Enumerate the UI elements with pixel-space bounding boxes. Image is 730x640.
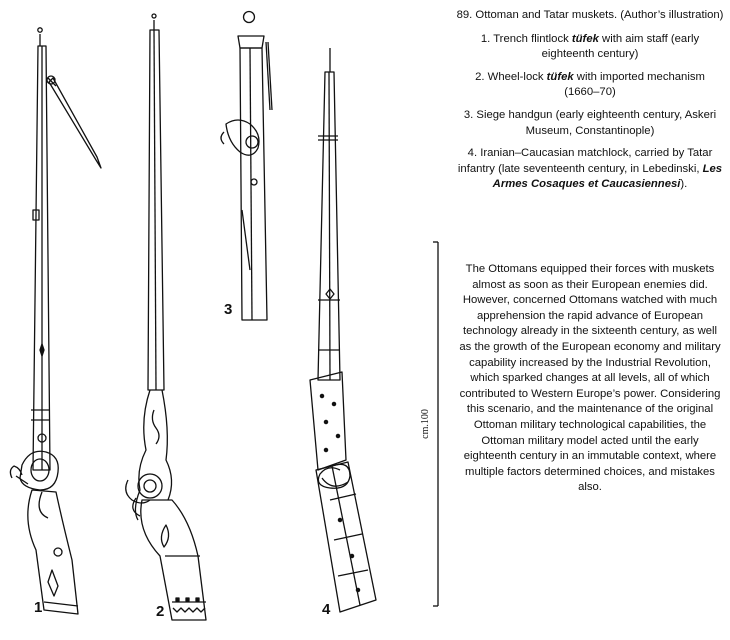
caption-item-1-pre: 1. Trench flintlock	[480, 32, 572, 45]
musket-1-drawing	[10, 28, 101, 614]
body-paragraph: The Ottomans equipped their forces with muskets almost as soon as their European enemies did. However, concerned Ottomans watched with much apprehension the rapid advance of European technology already in the sixteenth century, as well as the growth of the European economy and military capability increased by the Industrial Revolution, which sparked changes at all levels, all of which contributed to Western Europe’s power. Considering this scenario, and the maintenance of the original Ottoman military technological capabilities, the Ottoman military model acted until the early eighteenth century in an immutable context, where multiple factors determined choices, and mistakes also.	[459, 263, 721, 494]
caption-item-2-pre: 2. Wheel-lock	[475, 70, 547, 83]
caption-title: 89. Ottoman and Tatar muskets. (Author’s illustration)	[456, 9, 724, 21]
caption-item-2	[456, 70, 724, 101]
caption-item-1	[456, 32, 724, 63]
caption-item-1-term: tüfek	[571, 32, 599, 45]
caption-item-2-term: tüfek	[546, 70, 574, 83]
musket-2-drawing	[126, 14, 206, 620]
caption-item-3: 3. Siege handgun (early eighteenth century, Askeri Museum, Constantinople)	[463, 108, 717, 137]
musket-4-drawing	[310, 48, 376, 612]
scale-bar	[433, 242, 438, 606]
figure-caption	[456, 8, 724, 200]
musket-3-number: 3	[224, 301, 233, 318]
caption-item-4	[456, 146, 724, 193]
musket-2-number: 2	[156, 603, 165, 620]
caption-item-4-pre: 4. Iranian–Caucasian matchlock, carried by Tatar infantry (late seventeenth century, in Lebedinski,	[457, 147, 713, 175]
musket-3-drawing	[221, 12, 272, 321]
musket-1-number: 1	[34, 599, 43, 616]
caption-item-4-title: Les Armes Cosaques et Caucasiennesi	[492, 162, 723, 191]
scale-label: cm.100	[420, 409, 431, 439]
caption-item-1-post: with aim staff (early eighteenth century)	[541, 32, 700, 61]
musket-4-number: 4	[322, 601, 331, 618]
caption-item-4-post: ).	[680, 178, 688, 191]
caption-item-2-post: with imported mechanism (1660–70)	[564, 70, 705, 99]
